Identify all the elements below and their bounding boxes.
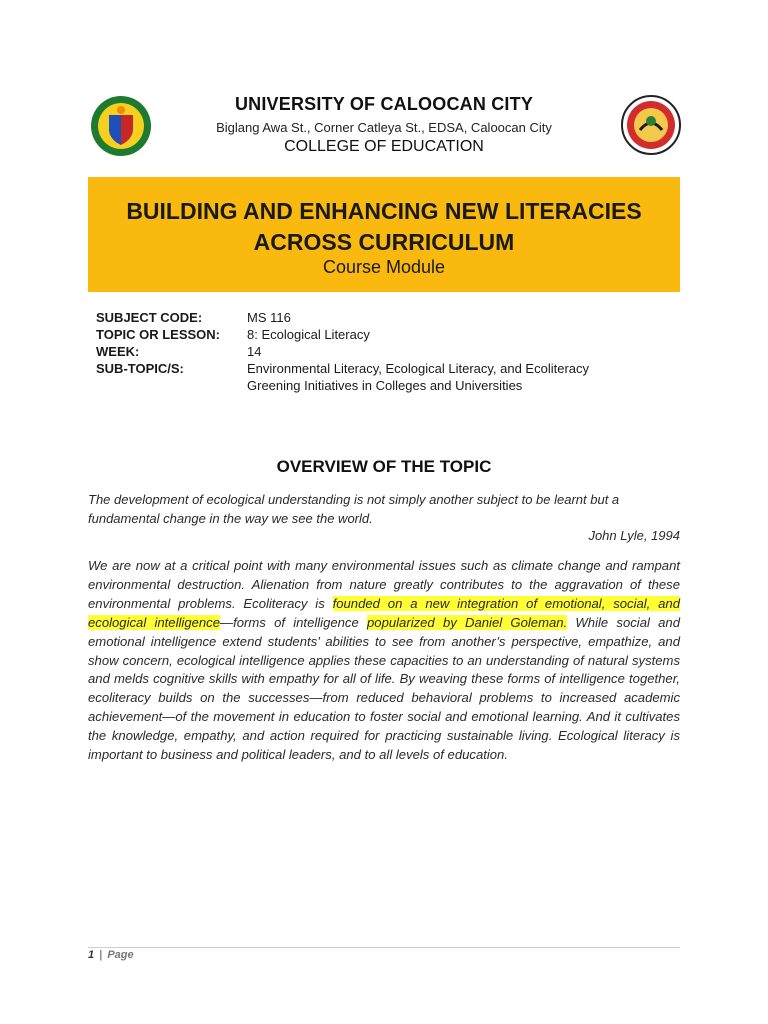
college-seal-icon xyxy=(620,94,682,156)
subtopics-value xyxy=(247,360,686,394)
college-name: COLLEGE OF EDUCATION xyxy=(284,138,484,155)
topic-label: TOPIC OR LESSON: xyxy=(96,327,220,342)
info-row-subject-code xyxy=(96,309,686,326)
subtopic-item: Environmental Literacy, Ecological Literacy, and Ecoliteracy xyxy=(247,361,590,376)
topic-value: 8: Ecological Literacy xyxy=(247,327,370,342)
course-info-table xyxy=(96,309,686,394)
course-subtitle: Course Module xyxy=(322,257,446,277)
university-address: Biglang Awa St., Corner Catleya St., EDSA, Caloocan City xyxy=(216,120,552,135)
subject-code-value: MS 116 xyxy=(247,310,291,325)
subject-code-label: SUBJECT CODE: xyxy=(96,310,203,325)
page-footer xyxy=(88,949,134,961)
footer-separator: | xyxy=(99,949,103,961)
epigraph-quote: The development of ecological understanding is not simply another subject to be learnt but a fundamental change in the way we see the world. xyxy=(88,492,620,526)
university-name: UNIVERSITY OF CALOOCAN CITY xyxy=(234,94,534,114)
info-row-topic xyxy=(96,326,686,343)
course-banner xyxy=(88,177,680,292)
quote-author: John Lyle, 1994 xyxy=(588,528,680,543)
week-value: 14 xyxy=(247,344,262,359)
paragraph-text: We are now at a critical point with many environmental issues such as climate change and rampant environmental destruction. Alienation from nature greatly contributes to the aggravation of these environmental problems. Ecoliteracy is xyxy=(88,558,680,611)
week-label: WEEK: xyxy=(96,344,140,359)
info-row-week xyxy=(96,343,686,360)
highlighted-text: popularized by Daniel Goleman. xyxy=(367,614,568,630)
subtopics-label: SUB-TOPIC/S: xyxy=(96,361,184,376)
overview-paragraph xyxy=(88,557,680,765)
page-label: Page xyxy=(107,949,134,961)
subtopic-item: Greening Initiatives in Colleges and Universities xyxy=(247,378,523,393)
document-header xyxy=(88,90,680,170)
paragraph-text: While social and emotional intelligence extend students’ abilities to see from another’s perspective, empathize, and show concern, ecological intelligence applies these capacities to an understanding of natural systems and melds cognitive skills with empathy for all of life. By weaving these forms of intelligence together, ecoliteracy builds on the successes—from reduced behavioral problems to increased academic achievement—of the movement in education to foster social and emotional learning. And it cultivates the knowledge, empathy, and action required for practicing sustainable living. Ecological literacy is important to business and political leaders, and to all levels of education. xyxy=(88,614,680,763)
overview-heading: OVERVIEW OF THE TOPIC xyxy=(276,457,492,476)
course-title: BUILDING AND ENHANCING NEW LITERACIES ACROSS CURRICULUM xyxy=(126,198,642,255)
highlighted-text: founded on a new integration of emotional, social, and ecological intelligence xyxy=(88,595,680,630)
paragraph-text: —forms of intelligence xyxy=(220,614,368,630)
info-row-subtopics xyxy=(96,360,686,394)
page-number: 1 xyxy=(88,949,95,961)
footer-divider xyxy=(88,947,680,948)
